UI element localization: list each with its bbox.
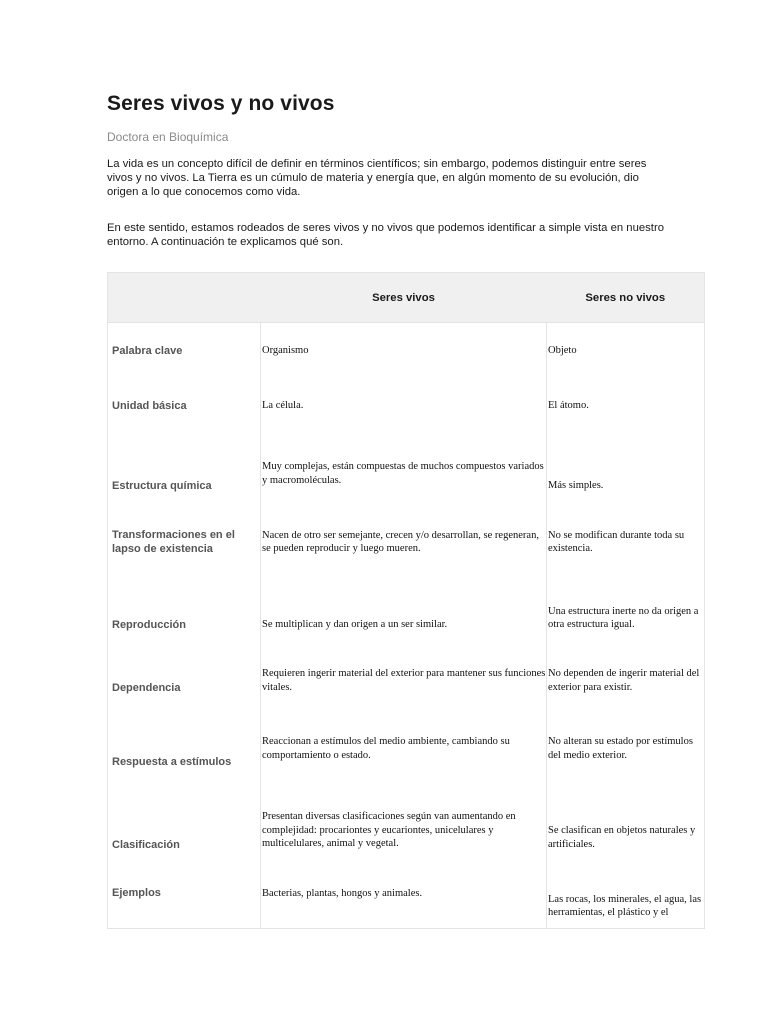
row-label: Reproducción <box>108 570 261 653</box>
table-row <box>108 379 705 433</box>
table-row <box>108 789 705 873</box>
cell-seres-vivos: La célula. <box>261 379 547 433</box>
row-label: Ejemplos <box>108 873 261 929</box>
comparison-table <box>107 272 705 929</box>
table-header-row <box>108 273 705 323</box>
cell-seres-no-vivos: Las rocas, los minerales, el agua, las herramientas, el plástico y el <box>547 873 705 929</box>
row-label: Estructura química <box>108 433 261 515</box>
cell-seres-vivos: Presentan diversas clasificaciones según van aumentando en complejidad: procariontes y eucariontes, unicelulares y multicelulares, animal y vegetal. <box>261 789 547 873</box>
cell-seres-no-vivos: No alteran su estado por estímulos del medio exterior. <box>547 709 705 789</box>
header-seres-no-vivos: Seres no vivos <box>547 273 705 323</box>
author-line: Doctora en Bioquímica <box>107 130 229 144</box>
cell-seres-no-vivos: Más simples. <box>547 433 705 515</box>
cell-seres-no-vivos: Se clasifican en objetos naturales y artificiales. <box>547 789 705 873</box>
table-row <box>108 653 705 709</box>
table-row <box>108 515 705 570</box>
cell-seres-vivos: Nacen de otro ser semejante, crecen y/o desarrollan, se regeneran, se pueden reproducir y luego mueren. <box>261 515 547 570</box>
row-label: Clasificación <box>108 789 261 873</box>
cell-seres-vivos: Se multiplican y dan origen a un ser similar. <box>261 570 547 653</box>
row-label: Dependencia <box>108 653 261 709</box>
cell-seres-vivos: Requieren ingerir material del exterior para mantener sus funciones vitales. <box>261 653 547 709</box>
page-title: Seres vivos y no vivos <box>107 92 335 115</box>
intro-paragraph: La vida es un concepto difícil de definir en términos científicos; sin embargo, podemos distinguir entre seres vivos y no vivos. La Tierra es un cúmulo de materia y energía que, en algún momento de su evolución, dio origen a lo que conocemos como vida. <box>107 158 647 198</box>
row-label: Unidad básica <box>108 379 261 433</box>
header-seres-vivos: Seres vivos <box>261 273 547 323</box>
table-row <box>108 709 705 789</box>
cell-seres-vivos: Organismo <box>261 323 547 379</box>
table-row <box>108 873 705 929</box>
table-row <box>108 323 705 379</box>
table-row <box>108 570 705 653</box>
table-row <box>108 433 705 515</box>
cell-seres-vivos: Reaccionan a estímulos del medio ambiente, cambiando su comportamiento o estado. <box>261 709 547 789</box>
cell-seres-no-vivos: No se modifican durante toda su existencia. <box>547 515 705 570</box>
cell-seres-vivos: Muy complejas, están compuestas de muchos compuestos variados y macromoléculas. <box>261 433 547 515</box>
cell-seres-no-vivos: No dependen de ingerir material del exterior para existir. <box>547 653 705 709</box>
row-label: Respuesta a estímulos <box>108 709 261 789</box>
cell-seres-no-vivos: Objeto <box>547 323 705 379</box>
cell-seres-no-vivos: El átomo. <box>547 379 705 433</box>
context-paragraph: En este sentido, estamos rodeados de seres vivos y no vivos que podemos identificar a simple vista en nuestro entorno. A continuación te explicamos qué son. <box>107 222 664 248</box>
row-label: Transformaciones en el lapso de existencia <box>108 515 261 570</box>
cell-seres-no-vivos: Una estructura inerte no da origen a otra estructura igual. <box>547 570 705 653</box>
row-label: Palabra clave <box>108 323 261 379</box>
cell-seres-vivos: Bacterias, plantas, hongos y animales. <box>261 873 547 929</box>
header-empty-cell <box>108 273 261 323</box>
